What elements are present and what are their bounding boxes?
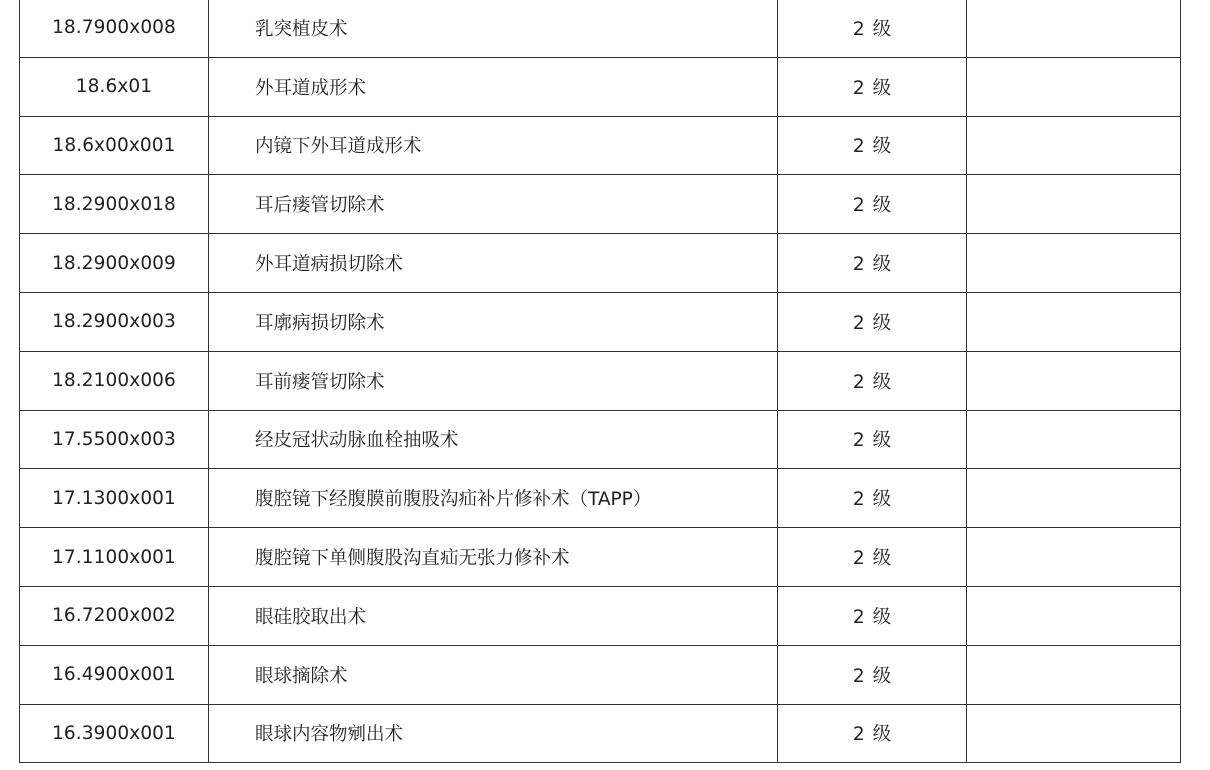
- surgery-level-table: [19, 0, 1181, 763]
- procedure-name: 眼球内容物剜出术: [209, 704, 778, 763]
- procedure-note: [967, 351, 1181, 410]
- procedure-code: 18.2900x009: [20, 234, 209, 293]
- procedure-level: 2 级: [778, 586, 967, 645]
- table-row: [20, 645, 1181, 704]
- procedure-note: [967, 234, 1181, 293]
- procedure-note: [967, 586, 1181, 645]
- procedure-level: 2 级: [778, 116, 967, 175]
- procedure-code: 18.6x01: [20, 57, 209, 116]
- table-row: [20, 704, 1181, 763]
- procedure-note: [967, 645, 1181, 704]
- table-row: [20, 234, 1181, 293]
- procedure-code: 18.2900x003: [20, 292, 209, 351]
- procedure-name: 耳后瘘管切除术: [209, 175, 778, 234]
- procedure-code: 16.7200x002: [20, 586, 209, 645]
- table-row: [20, 0, 1181, 57]
- procedure-name: 乳突植皮术: [209, 0, 778, 57]
- procedure-code: 17.1300x001: [20, 469, 209, 528]
- procedure-code: 17.1100x001: [20, 528, 209, 587]
- procedure-level: 2 级: [778, 351, 967, 410]
- procedure-code: 18.2100x006: [20, 351, 209, 410]
- table-row: [20, 586, 1181, 645]
- procedure-level: 2 级: [778, 645, 967, 704]
- procedure-level: 2 级: [778, 410, 967, 469]
- procedure-name: 耳前瘘管切除术: [209, 351, 778, 410]
- procedure-name: 外耳道成形术: [209, 57, 778, 116]
- procedure-level: 2 级: [778, 292, 967, 351]
- table-row: [20, 116, 1181, 175]
- procedure-note: [967, 57, 1181, 116]
- surgery-table-container: [19, 0, 1180, 763]
- procedure-code: 18.7900x008: [20, 0, 209, 57]
- table-row: [20, 351, 1181, 410]
- procedure-code: 16.4900x001: [20, 645, 209, 704]
- procedure-note: [967, 0, 1181, 57]
- table-row: [20, 410, 1181, 469]
- procedure-code: 18.2900x018: [20, 175, 209, 234]
- procedure-name: 眼球摘除术: [209, 645, 778, 704]
- procedure-note: [967, 704, 1181, 763]
- procedure-note: [967, 175, 1181, 234]
- procedure-note: [967, 469, 1181, 528]
- procedure-code: 18.6x00x001: [20, 116, 209, 175]
- procedure-level: 2 级: [778, 0, 967, 57]
- table-row: [20, 57, 1181, 116]
- procedure-name: 内镜下外耳道成形术: [209, 116, 778, 175]
- procedure-level: 2 级: [778, 234, 967, 293]
- procedure-name: 耳廓病损切除术: [209, 292, 778, 351]
- table-row: [20, 292, 1181, 351]
- procedure-note: [967, 528, 1181, 587]
- procedure-note: [967, 116, 1181, 175]
- table-row: [20, 528, 1181, 587]
- procedure-name: 经皮冠状动脉血栓抽吸术: [209, 410, 778, 469]
- table-row: [20, 175, 1181, 234]
- procedure-level: 2 级: [778, 469, 967, 528]
- procedure-code: 17.5500x003: [20, 410, 209, 469]
- procedure-level: 2 级: [778, 528, 967, 587]
- procedure-name: 眼硅胶取出术: [209, 586, 778, 645]
- procedure-code: 16.3900x001: [20, 704, 209, 763]
- procedure-name: 腹腔镜下单侧腹股沟直疝无张力修补术: [209, 528, 778, 587]
- procedure-name: 外耳道病损切除术: [209, 234, 778, 293]
- procedure-level: 2 级: [778, 175, 967, 234]
- procedure-note: [967, 410, 1181, 469]
- procedure-note: [967, 292, 1181, 351]
- table-row: [20, 469, 1181, 528]
- procedure-level: 2 级: [778, 704, 967, 763]
- procedure-level: 2 级: [778, 57, 967, 116]
- procedure-name: 腹腔镜下经腹膜前腹股沟疝补片修补术（TAPP）: [209, 469, 778, 528]
